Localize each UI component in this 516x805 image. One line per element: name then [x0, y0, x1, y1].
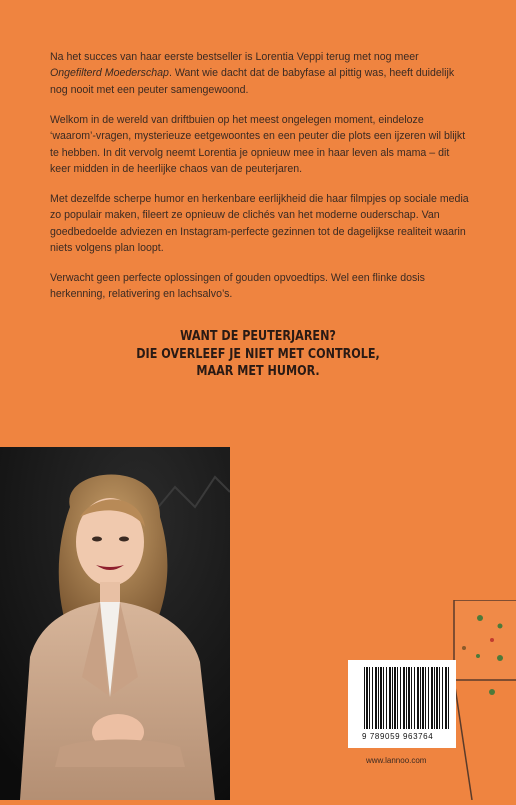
tagline-line-3: MAAR MET HUMOR.: [196, 364, 320, 379]
isbn-number: 9 789059 963764: [362, 732, 434, 741]
barcode: [348, 660, 456, 748]
blurb-paragraph-2: Welkom in de wereld van driftbuien op het meest ongelegen moment, eindeloze ‘waarom’-vragen, mysterieuze eetgewoontes en een peuter die plots een ijzeren wil blijkt te hebben. In dit vervolg neemt Lorentia je opnieuw mee in haar leven als mama – dit keer midden in de heerlijke chaos van de peuterjaren.: [50, 114, 466, 176]
blurb-p1-end: . Want wie dacht dat de babyfase al pittig was, heeft duidelijk nog nooit met een peuter samengewoond.: [50, 67, 455, 96]
blurb-p1-start: Na het succes van haar eerste bestseller is Lorentia Veppi terug met nog meer: [50, 51, 419, 63]
barcode-bars: [364, 667, 450, 729]
blurb-paragraph-4: Verwacht geen perfecte oplossingen of gouden opvoedtips. Wel een flinke dosis herkenning, relativering en lachsalvo’s.: [50, 272, 425, 301]
tagline-line-2: DIE OVERLEEF JE NIET MET CONTROLE,: [136, 346, 380, 362]
blurb-paragraph-1: [50, 49, 470, 98]
publisher-url: www.lannoo.com: [366, 756, 427, 765]
table-illustration: [452, 600, 516, 800]
tagline-line-1: WANT DE PEUTERJAREN?: [180, 329, 336, 344]
illustration-table: [452, 600, 516, 800]
blurb-paragraph-3: Met dezelfde scherpe humor en herkenbare eerlijkheid die haar filmpjes op sociale media zo populair maken, fileert ze opnieuw de clichés van het moderne ouderschap. Van goedbedoelde adviezen en Instagram-perfecte gezinnen tot de dagelijkse realiteit waarin niets volgens plan loopt.: [50, 193, 469, 255]
author-photo: [0, 447, 230, 800]
tagline: [88, 328, 429, 381]
book-series-title: Ongefilterd Moederschap: [50, 67, 169, 80]
author-portrait-illustration: [0, 447, 230, 800]
